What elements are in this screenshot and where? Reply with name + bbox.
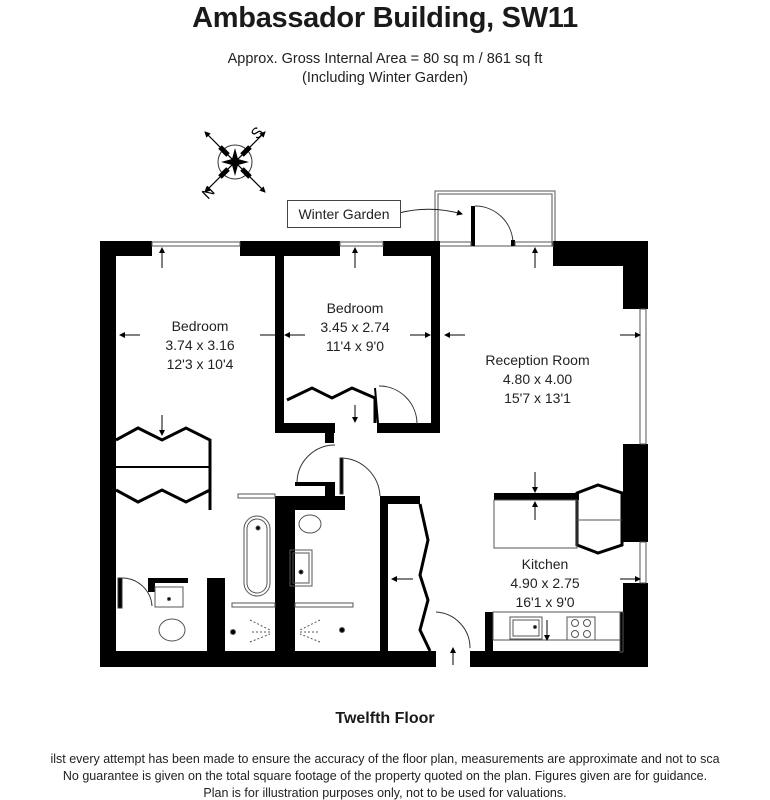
room-name: Reception Room — [485, 352, 590, 368]
room-bedroom-2 — [290, 299, 420, 356]
cupboard — [420, 504, 430, 651]
room-metric: 4.90 x 2.75 — [510, 575, 580, 591]
room-reception — [455, 351, 620, 408]
compass-rose-icon — [199, 124, 267, 203]
gross-area-text: Approx. Gross Internal Area = 80 sq m / 861 sq ft — [227, 51, 543, 67]
disclaimer-line: Plan is for illustration purposes only, not to be used for valuations. — [203, 786, 567, 800]
room-name: Bedroom — [326, 300, 384, 316]
callout-arrow — [399, 209, 462, 214]
svg-text:S: S — [247, 123, 267, 143]
room-metric: 3.74 x 3.16 — [165, 337, 235, 353]
room-kitchen — [490, 555, 600, 612]
room-metric: 3.45 x 2.74 — [320, 319, 390, 335]
wardrobe — [116, 428, 210, 510]
room-metric: 4.80 x 4.00 — [502, 371, 573, 387]
wardrobe — [287, 388, 378, 423]
page-title: Ambassador Building, SW11 — [192, 2, 578, 34]
disclaimer-line: No guarantee is given on the total square footage of the property quoted on the plan. Figures given are for guidance. — [62, 769, 708, 783]
floor-label: Twelfth Floor — [335, 710, 435, 727]
room-imperial: 16'1 x 9'0 — [515, 594, 575, 610]
room-imperial: 12'3 x 10'4 — [166, 356, 234, 372]
area-note-text: (Including Winter Garden) — [301, 70, 468, 86]
room-bedroom-1 — [130, 317, 270, 374]
disclaimer-line: ilst every attempt has been made to ensure the accuracy of the floor plan, measurements are approximate and not to sca — [50, 752, 720, 766]
winter-garden-door — [471, 206, 515, 246]
room-imperial: 15'7 x 13'1 — [504, 390, 571, 406]
winter-garden-callout: Winter Garden — [287, 200, 401, 228]
room-name: Kitchen — [521, 556, 569, 572]
winter-garden — [435, 191, 555, 246]
room-imperial: 11'4 x 9'0 — [325, 338, 385, 354]
svg-text:N: N — [198, 183, 219, 203]
room-name: Bedroom — [171, 318, 229, 334]
bathroom-fixtures — [155, 494, 353, 642]
